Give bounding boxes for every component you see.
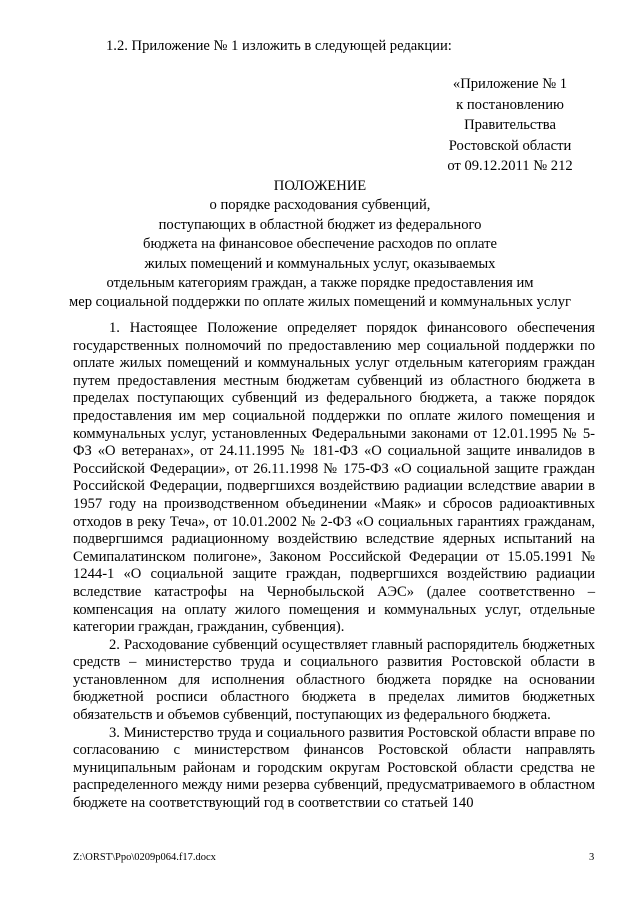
title-line: бюджета на финансовое обеспечение расходов по оплате (143, 236, 497, 253)
footer-file-path: Z:\ORST\Ppo\0209p064.f17.docx (73, 852, 216, 863)
title-line: о порядке расходования субвенций, (209, 197, 431, 214)
footer-page-number: 3 (589, 852, 595, 863)
appendix-line-5: от 09.12.2011 № 212 (447, 158, 573, 174)
title-line: мер социальной поддержки по оплате жилых помещений и коммунальных услуг (69, 294, 571, 311)
appendix-reference (420, 74, 600, 177)
paragraph-3: 3. Министерство труда и социального развития Ростовской области вправе по согласованию с министерством финансов Ростовской области направлять муниципальным районам и городским округам Ростовской области средства не распределенного между ними резерва субвенций, предусматриваемого в областном бюджете на соответствующий год в соответствии со статьей 140 (73, 724, 595, 812)
document-title (40, 177, 600, 313)
title-line: жилых помещений и коммунальных услуг, оказываемых (144, 255, 496, 272)
intro-line: 1.2. Приложение № 1 изложить в следующей редакции: (106, 38, 452, 54)
paragraph-1: 1. Настоящее Положение определяет порядок финансового обеспечения государственных полномочий по предоставлению мер социальной поддержки по оплате жилых помещений и коммунальных услуг отдельным категориям граждан путем предоставления местным бюджетам субвенций из областного бюджета в пределах поступающих субвенций из федерального бюджета, а также порядок предоставления им мер социальной поддержки по оплате жилого помещения и коммунальных услуг, установленных Федеральными законами от 12.01.1995 № 5-ФЗ «О ветеранах», от 24.11.1995 № 181-ФЗ «О социальной защите инвалидов в Российской Федерации», от 26.11.1998 № 175-ФЗ «О социальной защите граждан Российской Федерации, подвергшихся воздействию радиации вследствие аварии в 1957 году на производственном объединении «Маяк» и сбросов радиоактивных отходов в реку Теча», от 10.01.2002 № 2-ФЗ «О социальных гарантиях гражданам, подвергшимся радиационному воздействию вследствие ядерных испытаний на Семипалатинском полигоне», Законом Российской Федерации от 15.05.1991 № 1244-1 «О социальной защите граждан, подвергшихся воздействию радиации вследствие катастрофы на Чернобыльской АЭС» (далее соответственно – компенсация на оплату жилого помещения и коммунальных услуг, отдельные категории граждан, гражданин, субвенция). (73, 320, 595, 636)
document-body (73, 320, 595, 813)
title-heading: ПОЛОЖЕНИЕ (273, 178, 367, 194)
title-line: отдельным категориям граждан, а также порядке предоставления им (106, 275, 534, 292)
title-line: поступающих в областной бюджет из федерального (158, 216, 482, 233)
appendix-line-3: Правительства (464, 117, 556, 133)
paragraph-2: 2. Расходование субвенций осуществляет главный распорядитель бюджетных средств – министерство труда и социального развития Ростовской области в установленном для исполнения областного бюджета порядке на основании бюджетной росписи областного бюджета в пределах лимитов бюджетных обязательств и объемов субвенций, поступающих из федерального бюджета. (73, 636, 595, 724)
appendix-line-1: «Приложение № 1 (452, 76, 568, 92)
appendix-line-2: к постановлению (456, 96, 564, 113)
appendix-line-4: Ростовской области (448, 137, 572, 154)
